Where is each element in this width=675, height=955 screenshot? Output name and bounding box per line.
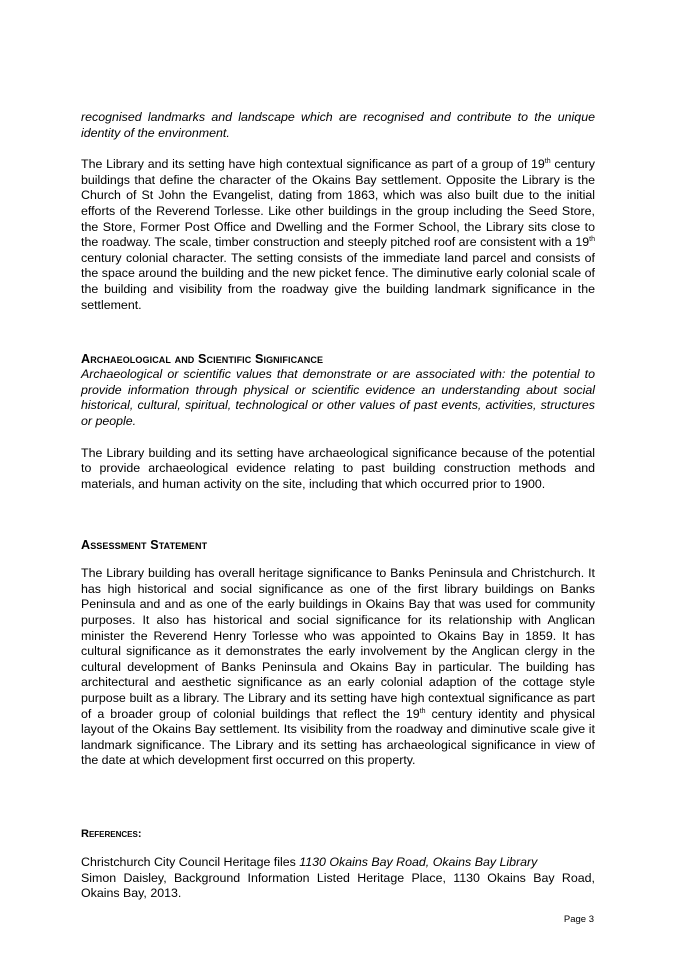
page-number: Page 3 [563,914,594,925]
document-body [81,110,595,902]
superscript: th [589,236,595,244]
assessment-heading: Assessment Statement [81,538,208,553]
assessment-text-2: century identity and physical layout of the Okains Bay settlement. Its visibility from the roadway and diminutive scale give it landmark significance. The Library and its setting has archaeological significance in view of the date at which development first occurred on this property. [81,706,595,768]
assessment-text-1: The Library building has overall heritage significance to Banks Peninsula and Christchurch. It has high historical and social significance as one of the first library buildings on Banks Peninsula and and as one of the early buildings in Okains Bay that was used for community purposes. It also has historical and social significance for its relationship with Anglican minister the Reverend Henry Torlesse who was appointed to Okains Bay in 1859. It has cultural significance as it demonstrates the early involvement by the Anglican clergy in the cultural development of Banks Peninsula and Okains Bay in particular. The building has architectural and aesthetic significance as an early colonial adaption of the cottage style purpose built as a library. The Library and its setting have high contextual significance as part of a broader group of colonial buildings that reflect the 19 [81,566,595,721]
reference-title: 1130 Okains Bay Road, Okains Bay Library [299,855,538,869]
contextual-text-1: The Library and its setting have high contextual significance as part of a group of 19 [81,157,545,172]
archaeological-paragraph: The Library building and its setting have archaeological significance because of the potential to provide archaeological evidence relating to past building construction methods and materials, and human activity on the site, including that which occurred prior to 1900. [81,445,595,491]
contextual-text-3: century colonial character. The setting consists of the immediate land parcel and consists of the space around the building and the new picket fence. The diminutive early colonial scale of the building and visibility from the roadway give the building landmark significance in the settlement. [81,250,595,312]
reference-text: Christchurch City Council Heritage files [81,855,300,869]
reference-item-1 [81,855,595,871]
references-heading: References: [81,828,142,840]
contextual-text-2: century buildings that define the character of the Okains Bay settlement. Opposite the Library is the Church of St John the Evangelist, dating from 1863, which was also built due to the initial efforts of the Reverend Torlesse. Like other buildings in the group including the Seed Store, the Store, Former Post Office and Dwelling and the Former School, the Library sits close to the roadway. The scale, timber construction and steeply pitched roof are consistent with a 19 [81,157,596,250]
assessment-paragraph [81,566,595,769]
archaeological-heading: Archaeological and Scientific Significance [81,352,324,367]
reference-item-2: Simon Daisley, Background Information Listed Heritage Place, 1130 Okains Bay Road, Okains Bay, 2013. [81,870,595,901]
superscript: th [544,158,551,166]
archaeological-definition: Archaeological or scientific values that demonstrate or are associated with: the potential to provide information through physical or scientific evidence an understanding about social historical, cultural, spiritual, technological or other values of past events, activities, structures or people. [81,367,595,428]
contextual-paragraph [81,157,595,313]
superscript: th [419,707,426,715]
intro-italic-paragraph: recognised landmarks and landscape which are recognised and contribute to the unique identity of the environment. [81,110,595,140]
